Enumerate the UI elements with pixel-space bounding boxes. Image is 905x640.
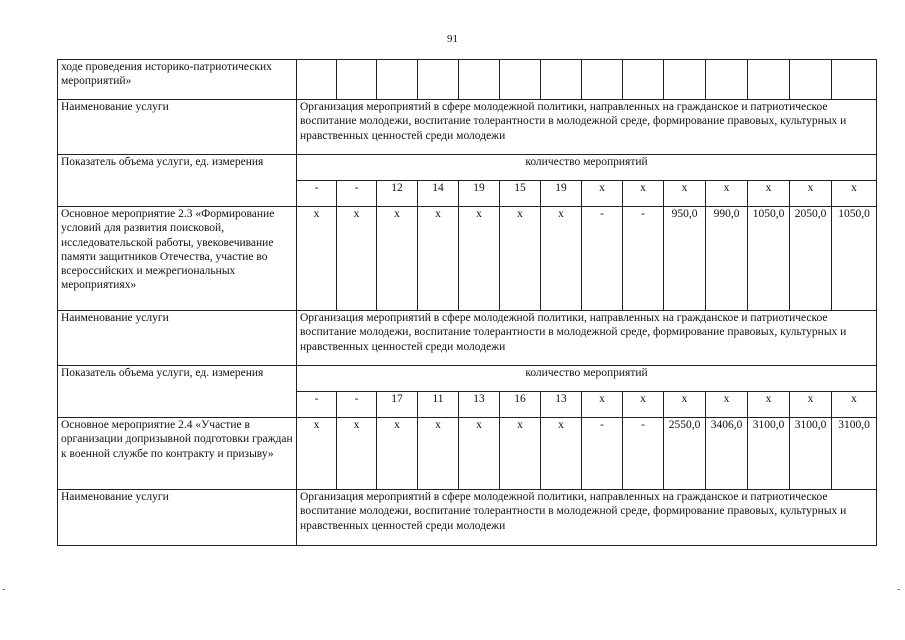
value-cell: x	[500, 207, 541, 311]
value-cell: 19	[541, 181, 582, 207]
scan-mark-left: -	[2, 584, 6, 595]
table-row	[58, 311, 877, 366]
program-table	[57, 59, 877, 546]
value-cell: x	[541, 207, 582, 311]
value-cell: x	[418, 207, 459, 311]
value-cell: 12	[377, 181, 418, 207]
value-cell: x	[748, 181, 790, 207]
value-cell: x	[541, 418, 582, 490]
value-cell: x	[500, 418, 541, 490]
value-cell: x	[748, 392, 790, 418]
table-row	[58, 490, 877, 546]
value-cell: 950,0	[664, 207, 706, 311]
value-cell: 19	[459, 181, 500, 207]
indicator-unit: количество мероприятий	[297, 366, 877, 392]
value-cell: x	[706, 392, 748, 418]
value-cell: -	[623, 418, 664, 490]
value-cell: 3100,0	[790, 418, 832, 490]
page-number: 91	[447, 33, 458, 45]
value-cell: 3406,0	[706, 418, 748, 490]
indicator-label: Показатель объема услуги, ед. измерения	[58, 366, 297, 418]
table-row	[58, 418, 877, 490]
value-cell: x	[664, 181, 706, 207]
value-cell: x	[790, 392, 832, 418]
value-cell: -	[297, 392, 337, 418]
value-cell: x	[664, 392, 706, 418]
service-description: Организация мероприятий в сфере молодежной политики, направленных на гражданское и патриотическое воспитание молодежи, воспитание толерантности в молодежной среде, формирование правовых, культурных и нравственных ценностей среди молодежи	[297, 100, 877, 155]
value-cell: x	[832, 392, 877, 418]
table-row	[58, 366, 877, 392]
value-cell: x	[337, 207, 377, 311]
value-cell: 990,0	[706, 207, 748, 311]
value-cell: -	[337, 392, 377, 418]
value-cell: x	[459, 207, 500, 311]
service-description: Организация мероприятий в сфере молодежной политики, направленных на гражданское и патриотическое воспитание молодежи, воспитание толерантности в молодежной среде, формирование правовых, культурных и нравственных ценностей среди молодежи	[297, 311, 877, 366]
value-cell: x	[623, 181, 664, 207]
table-row	[58, 60, 877, 100]
scan-mark-right: -	[897, 584, 901, 595]
value-cell: x	[377, 418, 418, 490]
service-label: Наименование услуги	[58, 311, 297, 366]
value-cell: x	[297, 207, 337, 311]
table-row	[58, 207, 877, 311]
table-row	[58, 155, 877, 181]
value-cell: x	[623, 392, 664, 418]
value-cell: 17	[377, 392, 418, 418]
value-cell: 3100,0	[832, 418, 877, 490]
value-cell: 14	[418, 181, 459, 207]
value-cell: x	[706, 181, 748, 207]
measure-2-4-label: Основное мероприятие 2.4 «Участие в организации допризывной подготовки граждан к военной службе по контракту и призыву»	[58, 418, 297, 490]
value-cell: 3100,0	[748, 418, 790, 490]
value-cell: -	[337, 181, 377, 207]
measure-2-3-label: Основное мероприятие 2.3 «Формирование условий для развития поисковой, исследовательской работы, увековечивание памяти защитников Отечества, участие во всероссийских и межрегиональных мероприятиях»	[58, 207, 297, 311]
indicator-label: Показатель объема услуги, ед. измерения	[58, 155, 297, 207]
value-cell: 13	[459, 392, 500, 418]
indicator-unit: количество мероприятий	[297, 155, 877, 181]
value-cell: x	[297, 418, 337, 490]
row-label: ходе проведения историко-патриотических мероприятий»	[58, 60, 297, 100]
value-cell: 13	[541, 392, 582, 418]
value-cell: x	[377, 207, 418, 311]
value-cell: x	[418, 418, 459, 490]
value-cell: 2550,0	[664, 418, 706, 490]
value-cell: 2050,0	[790, 207, 832, 311]
table-row	[58, 100, 877, 155]
value-cell: x	[459, 418, 500, 490]
value-cell: 16	[500, 392, 541, 418]
value-cell: x	[790, 181, 832, 207]
value-cell: x	[832, 181, 877, 207]
value-cell: -	[623, 207, 664, 311]
value-cell: x	[337, 418, 377, 490]
service-label: Наименование услуги	[58, 490, 297, 546]
value-cell: -	[582, 207, 623, 311]
service-description: Организация мероприятий в сфере молодежной политики, направленных на гражданское и патриотическое воспитание молодежи, воспитание толерантности в молодежной среде, формирование правовых, культурных и нравственных ценностей среди молодежи	[297, 490, 877, 546]
value-cell: -	[297, 181, 337, 207]
value-cell: 1050,0	[748, 207, 790, 311]
value-cell: -	[582, 418, 623, 490]
value-cell: x	[582, 181, 623, 207]
value-cell: 1050,0	[832, 207, 877, 311]
value-cell: 11	[418, 392, 459, 418]
value-cell: x	[582, 392, 623, 418]
value-cell: 15	[500, 181, 541, 207]
service-label: Наименование услуги	[58, 100, 297, 155]
